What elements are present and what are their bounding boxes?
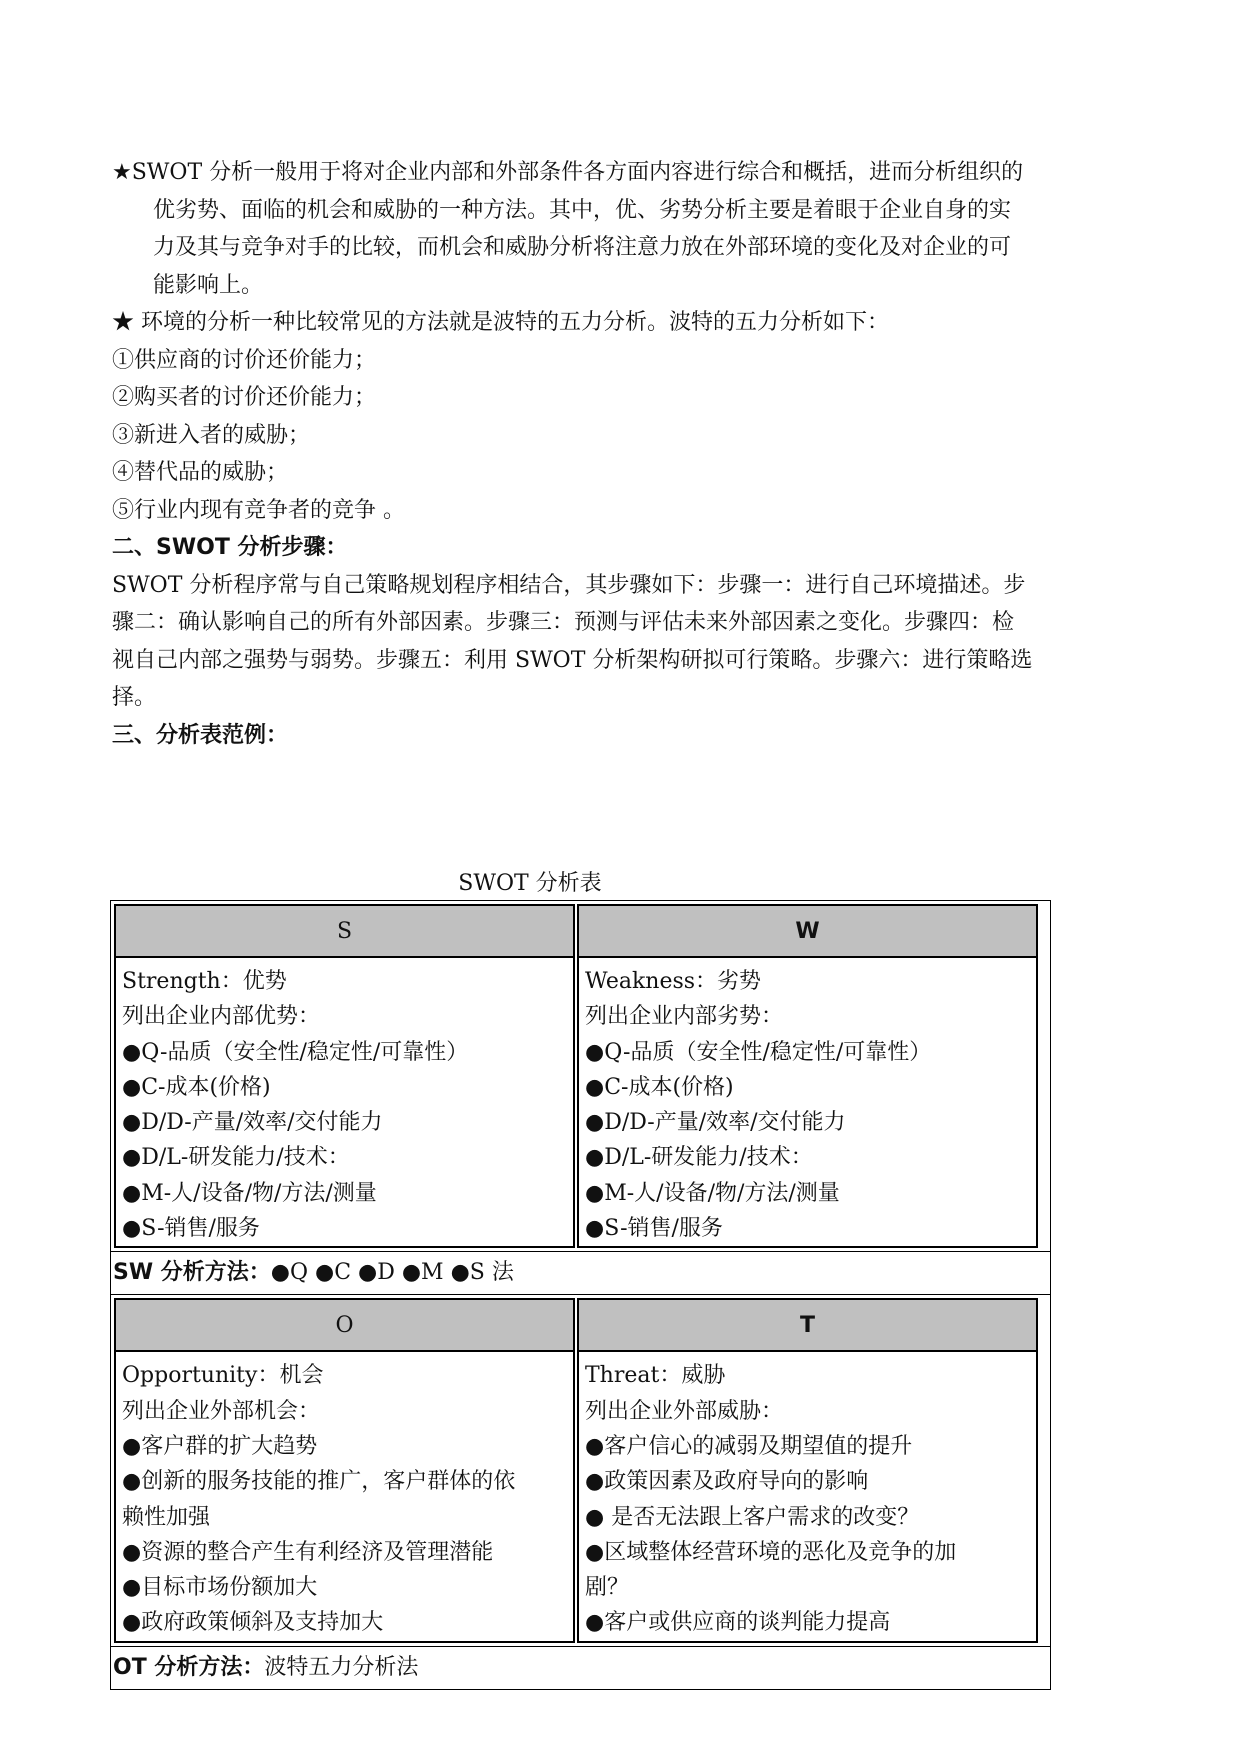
list-item: ●客户信心的减弱及期望值的提升 [585, 1433, 913, 1459]
list-item: 赖性加强 [122, 1504, 211, 1530]
intro-line-2: 优劣势、面临的机会和威胁的一种方法。其中，优、劣势分析主要是着眼于企业自身的实 [153, 197, 1012, 223]
list-item: Threat：威胁 [585, 1363, 726, 1389]
list-item: ●政府政策倾斜及支持加大 [122, 1610, 384, 1636]
list-item: 列出企业外部机会： [122, 1398, 321, 1424]
list-item: Strength：优势 [122, 969, 287, 994]
list-item: ●Q-品质（安全性/稳定性/可靠性） [585, 1039, 932, 1065]
threat-header: T [579, 1300, 1036, 1352]
sw-method-row [111, 1251, 1050, 1295]
weakness-body [579, 958, 1036, 1246]
sw-row [111, 901, 1050, 1251]
section2-line: SWOT 分析程序常与自己策略规划程序相结合，其步骤如下：步骤一：进行自己环境描述。步 [112, 572, 1026, 598]
opportunity-quadrant [114, 1298, 575, 1642]
ot-row [111, 1295, 1050, 1645]
list-item: 列出企业外部威胁： [585, 1398, 784, 1424]
list-item: ●S-销售/服务 [585, 1216, 723, 1242]
list-item: ●M-人/设备/物/方法/测量 [122, 1180, 377, 1206]
force-item: ③新进入者的威胁； [112, 422, 311, 448]
weakness-quadrant [577, 904, 1038, 1248]
section2-line: 择。 [112, 685, 157, 710]
list-item: ● 是否无法跟上客户需求的改变？ [585, 1504, 920, 1530]
list-item: ●D/D-产量/效率/交付能力 [585, 1110, 846, 1136]
list-item: ●D/L-研发能力/技术： [122, 1145, 350, 1171]
threat-quadrant [577, 1298, 1038, 1642]
force-item: ①供应商的讨价还价能力； [112, 347, 377, 373]
list-item: ●区域整体经营环境的恶化及竞争的加 [585, 1539, 957, 1565]
section2-heading: 二、SWOT 分析步骤： [112, 535, 348, 560]
list-item: ●政策因素及政府导向的影响 [585, 1469, 869, 1495]
swot-table [110, 900, 1051, 1690]
list-item: ●D/D-产量/效率/交付能力 [122, 1110, 383, 1136]
force-item: ④替代品的威胁； [112, 460, 289, 485]
list-item: ●目标市场份额加大 [122, 1575, 318, 1601]
list-item: ●客户或供应商的谈判能力提高 [585, 1610, 891, 1636]
list-item: ●S-销售/服务 [122, 1216, 260, 1242]
list-item: ●创新的服务技能的推广，客户群体的依 [122, 1469, 516, 1495]
intro-line-1: ★SWOT 分析一般用于将对企业内部和外部条件各方面内容进行综合和概括，进而分析组织的 [112, 160, 1024, 185]
five-forces-intro: ★ 环境的分析一种比较常见的方法就是波特的五力分析。波特的五力分析如下： [112, 310, 889, 335]
ot-method-value: 波特五力分析法 [264, 1654, 419, 1680]
force-item: ②购买者的讨价还价能力； [112, 385, 377, 410]
intro-line-4: 能影响上。 [153, 272, 264, 298]
sw-method-label: SW 分析方法： [113, 1260, 271, 1286]
document-body [112, 154, 1132, 754]
section3-heading: 三、分析表范例： [112, 722, 289, 748]
list-item: ●M-人/设备/物/方法/测量 [585, 1180, 840, 1206]
threat-body [579, 1352, 1036, 1640]
strength-quadrant [114, 904, 575, 1248]
list-item: ●C-成本(价格) [585, 1074, 734, 1100]
list-item: 剧？ [585, 1575, 630, 1601]
list-item: ●Q-品质（安全性/稳定性/可靠性） [122, 1039, 469, 1065]
section2-line: 骤二：确认影响自己的所有外部因素。步骤三：预测与评估未来外部因素之变化。步骤四：检 [112, 610, 1015, 635]
intro-line-3: 力及其与竞争对手的比较，而机会和威胁分析将注意力放在外部环境的变化及对企业的可 [153, 235, 1012, 260]
list-item: Opportunity：机会 [122, 1363, 324, 1389]
ot-method-label: OT 分析方法： [113, 1654, 265, 1680]
list-item: 列出企业内部优势： [122, 1004, 321, 1030]
list-item: ●资源的整合产生有利经济及管理潜能 [122, 1539, 494, 1565]
strength-body [116, 958, 573, 1246]
sw-method-value: ●Q ●C ●D ●M ●S 法 [270, 1260, 514, 1286]
list-item: ●D/L-研发能力/技术： [585, 1145, 813, 1171]
table-title: SWOT 分析表 [458, 871, 602, 896]
strength-header: S [116, 906, 573, 958]
opportunity-body [116, 1352, 573, 1640]
list-item: 列出企业内部劣势： [585, 1004, 784, 1030]
ot-method-row [111, 1646, 1050, 1689]
list-item: ●C-成本(价格) [122, 1074, 271, 1100]
weakness-header: W [579, 906, 1036, 958]
list-item: ●客户群的扩大趋势 [122, 1433, 318, 1459]
force-item: ⑤行业内现有竞争者的竞争 。 [112, 497, 405, 523]
section2-line: 视自己内部之强势与弱势。步骤五：利用 SWOT 分析架构研拟可行策略。步骤六：进行策略选 [112, 647, 1033, 673]
opportunity-header: O [116, 1300, 573, 1352]
list-item: Weakness：劣势 [585, 969, 762, 994]
